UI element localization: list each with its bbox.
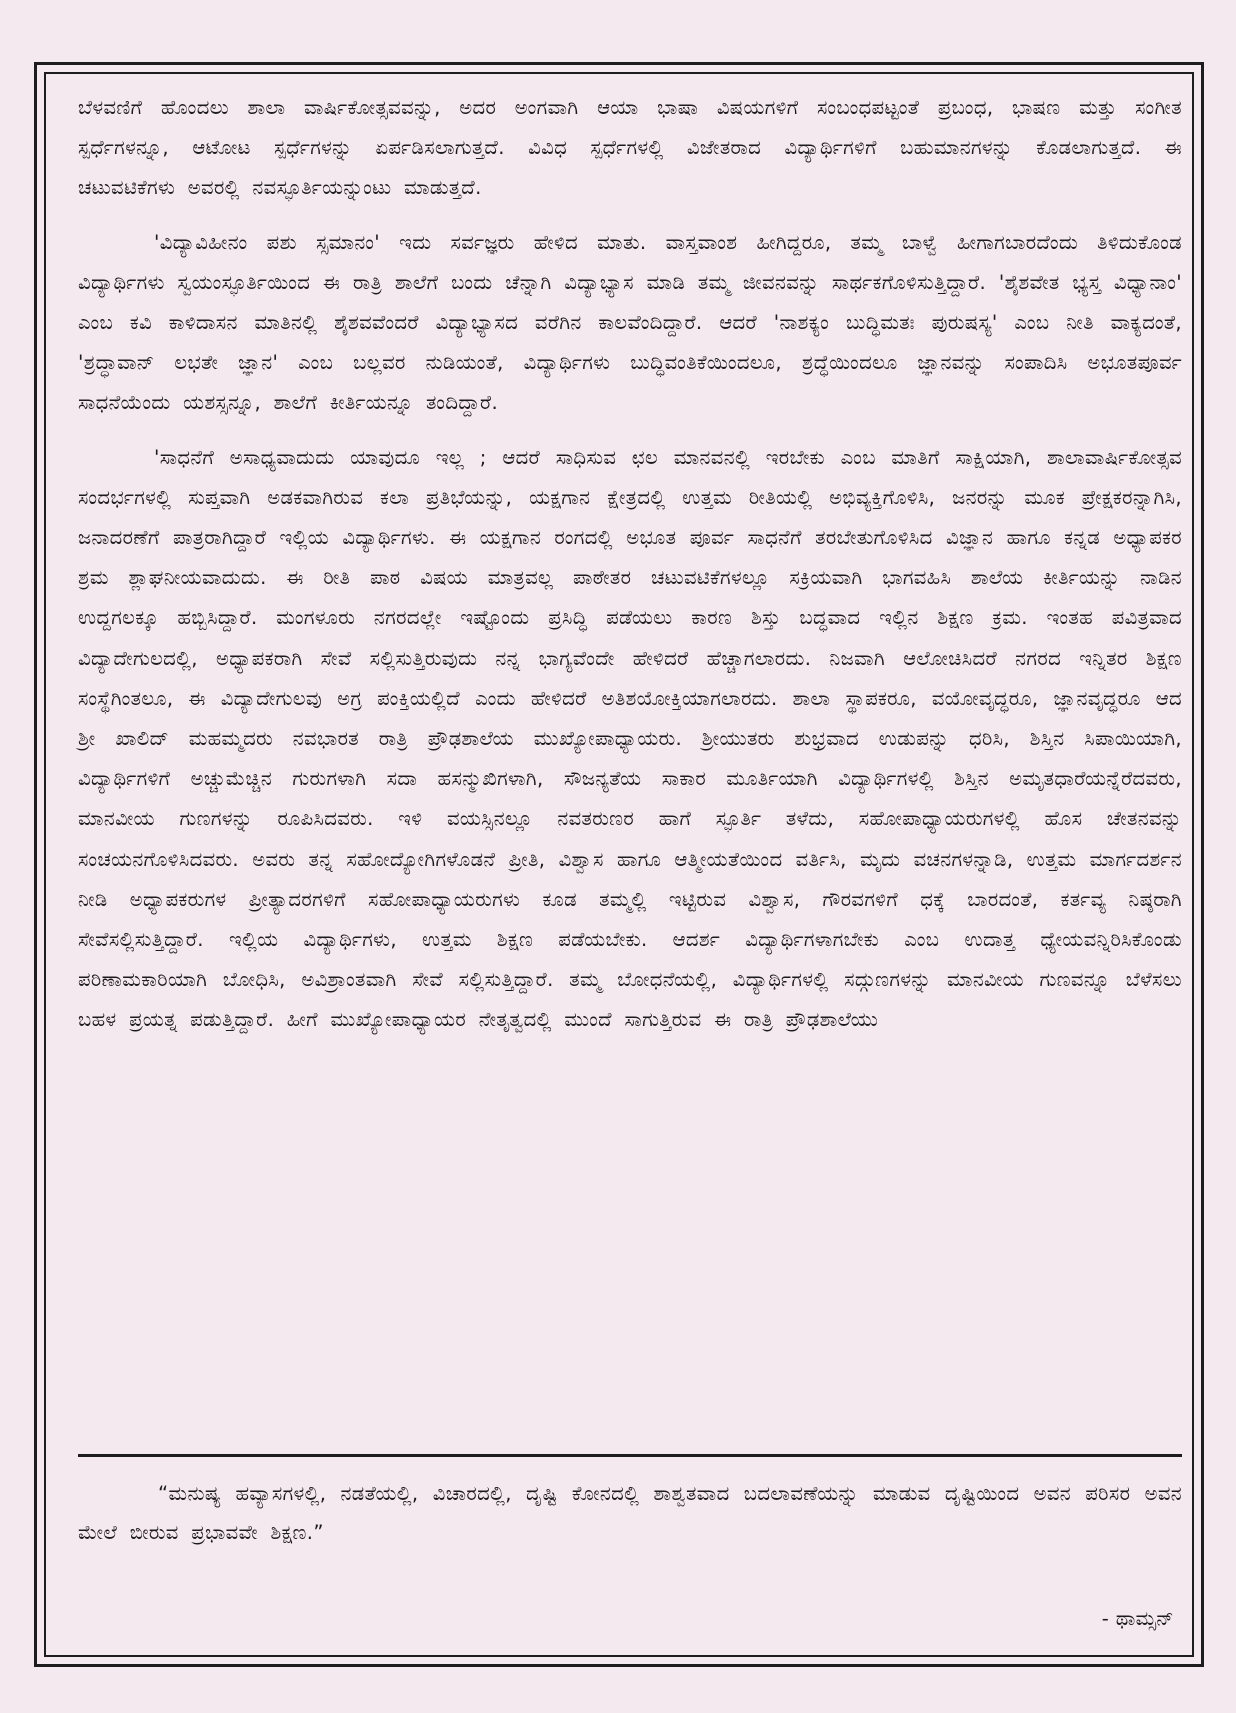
horizontal-divider bbox=[78, 1454, 1182, 1457]
quotation: “ಮನುಷ್ಯ ಹವ್ಯಾಸಗಳಲ್ಲಿ, ನಡತೆಯಲ್ಲಿ, ವಿಚಾರದಲ್ಲಿ, ದೃಷ್ಟಿ ಕೋನದಲ್ಲಿ ಶಾಶ್ವತವಾದ ಬದಲಾವಣೆಯನ್ನು ಮಾಡುವ ದೃಷ್ಟಿಯಿಂದ ಅವನ ಪರಿಸರ ಅವನ ಮೇಲೆ ಬೀರುವ ಪ್ರಭಾವವೇ ಶಿಕ್ಷಣ.” bbox=[78, 1482, 1182, 1544]
body-text bbox=[78, 88, 1182, 1055]
paragraph-2: 'ವಿದ್ಯಾವಿಹೀನಂ ಪಶು ಸ್ಸಮಾನಂ' ಇದು ಸರ್ವಜ್ಞರು ಹೇಳಿದ ಮಾತು. ವಾಸ್ತವಾಂಶ ಹೀಗಿದ್ದರೂ, ತಮ್ಮ ಬಾಳ್ವೆ ಹೀಗಾಗಬಾರದೆಂದು ತಿಳಿದುಕೊಂಡ ವಿದ್ಯಾರ್ಥಿಗಳು ಸ್ವಯಂಸ್ಫೂರ್ತಿಯಿಂದ ಈ ರಾತ್ರಿ ಶಾಲೆಗೆ ಬಂದು ಚೆನ್ನಾಗಿ ವಿದ್ಯಾಭ್ಯಾಸ ಮಾಡಿ ತಮ್ಮ ಜೀವನವನ್ನು ಸಾರ್ಥಕಗೊಳಿಸುತ್ತಿದ್ದಾರೆ. 'ಶೈಶವೇತ ಭ್ಯಸ್ತ ವಿಧ್ಯಾನಾಂ' ಎಂಬ ಕವಿ ಕಾಳಿದಾಸನ ಮಾತಿನಲ್ಲಿ ಶೈಶವವೆಂದರೆ ವಿದ್ಯಾಭ್ಯಾಸದ ವರೆಗಿನ ಕಾಲವೆಂದಿದ್ದಾರೆ. ಆದರೆ 'ನಾಶಕ್ಯಂ ಬುದ್ಧಿಮತಃ ಪುರುಷಸ್ಯ' ಎಂಬ ನೀತಿ ವಾಕ್ಯದಂತೆ, 'ಶ್ರದ್ಧಾವಾನ್ ಲಭತೇ ಜ್ಞಾನ' ಎಂಬ ಬಲ್ಲವರ ನುಡಿಯಂತೆ, ವಿದ್ಯಾರ್ಥಿಗಳು ಬುದ್ಧಿವಂತಿಕೆಯಿಂದಲೂ, ಶ್ರದ್ಧೆಯಿಂದಲೂ ಜ್ಞಾನವನ್ನು ಸಂಪಾದಿಸಿ ಅಭೂತಪೂರ್ವ ಸಾಧನೆಯೆಂದು ಯಶಸ್ಸನ್ನೂ, ಶಾಲೆಗೆ ಕೀರ್ತಿಯನ್ನೂ ತಂದಿದ್ದಾರೆ. bbox=[78, 230, 1182, 415]
paragraph-3: 'ಸಾಧನೆಗೆ ಅಸಾಧ್ಯವಾದುದು ಯಾವುದೂ ಇಲ್ಲ ; ಆದರೆ ಸಾಧಿಸುವ ಛಲ ಮಾನವನಲ್ಲಿ ಇರಬೇಕು ಎಂಬ ಮಾತಿಗೆ ಸಾಕ್ಷಿಯಾಗಿ, ಶಾಲಾವಾರ್ಷಿಕೋತ್ಸವ ಸಂದರ್ಭಗಳಲ್ಲಿ ಸುಪ್ತವಾಗಿ ಅಡಕವಾಗಿರುವ ಕಲಾ ಪ್ರತಿಭೆಯನ್ನು, ಯಕ್ಷಗಾನ ಕ್ಷೇತ್ರದಲ್ಲಿ ಉತ್ತಮ ರೀತಿಯಲ್ಲಿ ಅಭಿವ್ಯಕ್ತಿಗೊಳಿಸಿ, ಜನರನ್ನು ಮೂಕ ಪ್ರೇಕ್ಷಕರನ್ನಾಗಿಸಿ, ಜನಾದರಣೆಗೆ ಪಾತ್ರರಾಗಿದ್ದಾರೆ ಇಲ್ಲಿಯ ವಿದ್ಯಾರ್ಥಿಗಳು. ಈ ಯಕ್ಷಗಾನ ರಂಗದಲ್ಲಿ ಅಭೂತ ಪೂರ್ವ ಸಾಧನೆಗೆ ತರಬೇತುಗೊಳಿಸಿದ ವಿಜ್ಞಾನ ಹಾಗೂ ಕನ್ನಡ ಅಧ್ಯಾಪಕರ ಶ್ರಮ ಶ್ಲಾಘನೀಯವಾದುದು. ಈ ರೀತಿ ಪಾಠ ವಿಷಯ ಮಾತ್ರವಲ್ಲ ಪಾಠೇತರ ಚಟುವಟಿಕೆಗಳಲ್ಲೂ ಸಕ್ರಿಯವಾಗಿ ಭಾಗವಹಿಸಿ ಶಾಲೆಯ ಕೀರ್ತಿಯನ್ನು ನಾಡಿನ ಉದ್ದಗಲಕ್ಕೂ ಹಬ್ಬಿಸಿದ್ದಾರೆ. ಮಂಗಳೂರು ನಗರದಲ್ಲೇ ಇಷ್ಟೊಂದು ಪ್ರಸಿದ್ಧಿ ಪಡೆಯಲು ಕಾರಣ ಶಿಸ್ತು ಬದ್ಧವಾದ ಇಲ್ಲಿನ ಶಿಕ್ಷಣ ಕ್ರಮ. ಇಂತಹ ಪವಿತ್ರವಾದ ವಿದ್ಯಾದೇಗುಲದಲ್ಲಿ, ಅಧ್ಯಾಪಕರಾಗಿ ಸೇವೆ ಸಲ್ಲಿಸುತ್ತಿರುವುದು ನನ್ನ ಭಾಗ್ಯವೆಂದೇ ಹೇಳಿದರೆ ಹೆಚ್ಚಾಗಲಾರದು. ನಿಜವಾಗಿ ಆಲೋಚಿಸಿದರೆ ನಗರದ ಇನ್ನಿತರ ಶಿಕ್ಷಣ ಸಂಸ್ಥೆಗಿಂತಲೂ, ಈ ವಿದ್ಯಾದೇಗುಲವು ಅಗ್ರ ಪಂಕ್ತಿಯಲ್ಲಿದೆ ಎಂದು ಹೇಳಿದರೆ ಅತಿಶಯೋಕ್ತಿಯಾಗಲಾರದು. ಶಾಲಾ ಸ್ಥಾಪಕರೂ, ವಯೋವೃದ್ಧರೂ, ಜ್ಞಾನವೃದ್ಧರೂ ಆದ ಶ್ರೀ ಖಾಲಿದ್ ಮಹಮ್ಮದರು ನವಭಾರತ ರಾತ್ರಿ ಪ್ರೌಢಶಾಲೆಯ ಮುಖ್ಯೋಪಾಧ್ಯಾಯರು. ಶ್ರೀಯುತರು ಶುಭ್ರವಾದ ಉಡುಪನ್ನು ಧರಿಸಿ, ಶಿಸ್ತಿನ ಸಿಪಾಯಿಯಾಗಿ, ವಿದ್ಯಾರ್ಥಿಗಳಿಗೆ ಅಚ್ಚುಮೆಚ್ಚಿನ ಗುರುಗಳಾಗಿ ಸದಾ ಹಸನ್ಮುಖಿಗಳಾಗಿ, ಸೌಜನ್ಯತೆಯ ಸಾಕಾರ ಮೂರ್ತಿಯಾಗಿ ವಿದ್ಯಾರ್ಥಿಗಳಲ್ಲಿ ಶಿಸ್ತಿನ ಅಮೃತಧಾರೆಯನ್ನೆರೆದವರು, ಮಾನವೀಯ ಗುಣಗಳನ್ನು ರೂಪಿಸಿದವರು. ಇಳಿ ವಯಸ್ಸಿನಲ್ಲೂ ನವತರುಣರ ಹಾಗೆ ಸ್ಫೂರ್ತಿ ತಳೆದು, ಸಹೋಪಾಧ್ಯಾಯರುಗಳಲ್ಲಿ ಹೊಸ ಚೇತನವನ್ನು ಸಂಚಯನಗೊಳಿಸಿದವರು. ಅವರು ತನ್ನ ಸಹೋದ್ಯೋಗಿಗಳೊಡನೆ ಪ್ರೀತಿ, ವಿಶ್ವಾಸ ಹಾಗೂ ಆತ್ಮೀಯತೆಯಿಂದ ವರ್ತಿಸಿ, ಮೃದು ವಚನಗಳನ್ನಾಡಿ, ಉತ್ತಮ ಮಾರ್ಗದರ್ಶನ ನೀಡಿ ಅಧ್ಯಾಪಕರುಗಳ ಪ್ರೀತ್ಯಾದರಗಳಿಗೆ ಸಹೋಪಾಧ್ಯಾಯರುಗಳು ಕೂಡ ತಮ್ಮಲ್ಲಿ ಇಟ್ಟಿರುವ ವಿಶ್ವಾಸ, ಗೌರವಗಳಿಗೆ ಧಕ್ಕೆ ಬಾರದಂತೆ, ಕರ್ತವ್ಯ ನಿಷ್ಠರಾಗಿ ಸೇವೆಸಲ್ಲಿಸುತ್ತಿದ್ದಾರೆ. ಇಲ್ಲಿಯ ವಿದ್ಯಾರ್ಥಿಗಳು, ಉತ್ತಮ ಶಿಕ್ಷಣ ಪಡೆಯಬೇಕು. ಆದರ್ಶ ವಿದ್ಯಾರ್ಥಿಗಳಾಗಬೇಕು ಎಂಬ ಉದಾತ್ತ ಧ್ಯೇಯವನ್ನಿರಿಸಿಕೊಂಡು ಪರಿಣಾಮಕಾರಿಯಾಗಿ ಬೋಧಿಸಿ, ಅವಿಶ್ರಾಂತವಾಗಿ ಸೇವೆ ಸಲ್ಲಿಸುತ್ತಿದ್ದಾರೆ. ತಮ್ಮ ಬೋಧನೆಯಲ್ಲಿ, ವಿದ್ಯಾರ್ಥಿಗಳಲ್ಲಿ ಸದ್ಗುಣಗಳನ್ನು ಮಾನವೀಯ ಗುಣವನ್ನೂ ಬೆಳೆಸಲು ಬಹಳ ಪ್ರಯತ್ನ ಪಡುತ್ತಿದ್ದಾರೆ. ಹೀಗೆ ಮುಖ್ಯೋಪಾಧ್ಯಾಯರ ನೇತೃತ್ವದಲ್ಲಿ ಮುಂದೆ ಸಾಗುತ್ತಿರುವ ಈ ರಾತ್ರಿ ಪ್ರೌಢಶಾಲೆಯು bbox=[78, 445, 1182, 1032]
paragraph-1: ಬೆಳವಣಿಗೆ ಹೊಂದಲು ಶಾಲಾ ವಾರ್ಷಿಕೋತ್ಸವವನ್ನು, ಅದರ ಅಂಗವಾಗಿ ಆಯಾ ಭಾಷಾ ವಿಷಯಗಳಿಗೆ ಸಂಬಂಧಪಟ್ಟಂತೆ ಪ್ರಬಂಧ, ಭಾಷಣ ಮತ್ತು ಸಂಗೀತ ಸ್ಪರ್ಧೆಗಳನ್ನೂ, ಆಟೋಟ ಸ್ಪರ್ಧೆಗಳನ್ನು ಏರ್ಪಡಿಸಲಾಗುತ್ತದೆ. ವಿವಿಧ ಸ್ಪರ್ಧೆಗಳಲ್ಲಿ ವಿಜೇತರಾದ ವಿದ್ಯಾರ್ಥಿಗಳಿಗೆ ಬಹುಮಾನಗಳನ್ನು ಕೊಡಲಾಗುತ್ತದೆ. ಈ ಚಟುವಟಿಕೆಗಳು ಅವರಲ್ಲಿ ನವಸ್ಫೂರ್ತಿಯನ್ನುಂಟು ಮಾಡುತ್ತದೆ. bbox=[78, 96, 1182, 200]
quote-attribution: - ಥಾಮ್ಸನ್ bbox=[1101, 1607, 1174, 1630]
